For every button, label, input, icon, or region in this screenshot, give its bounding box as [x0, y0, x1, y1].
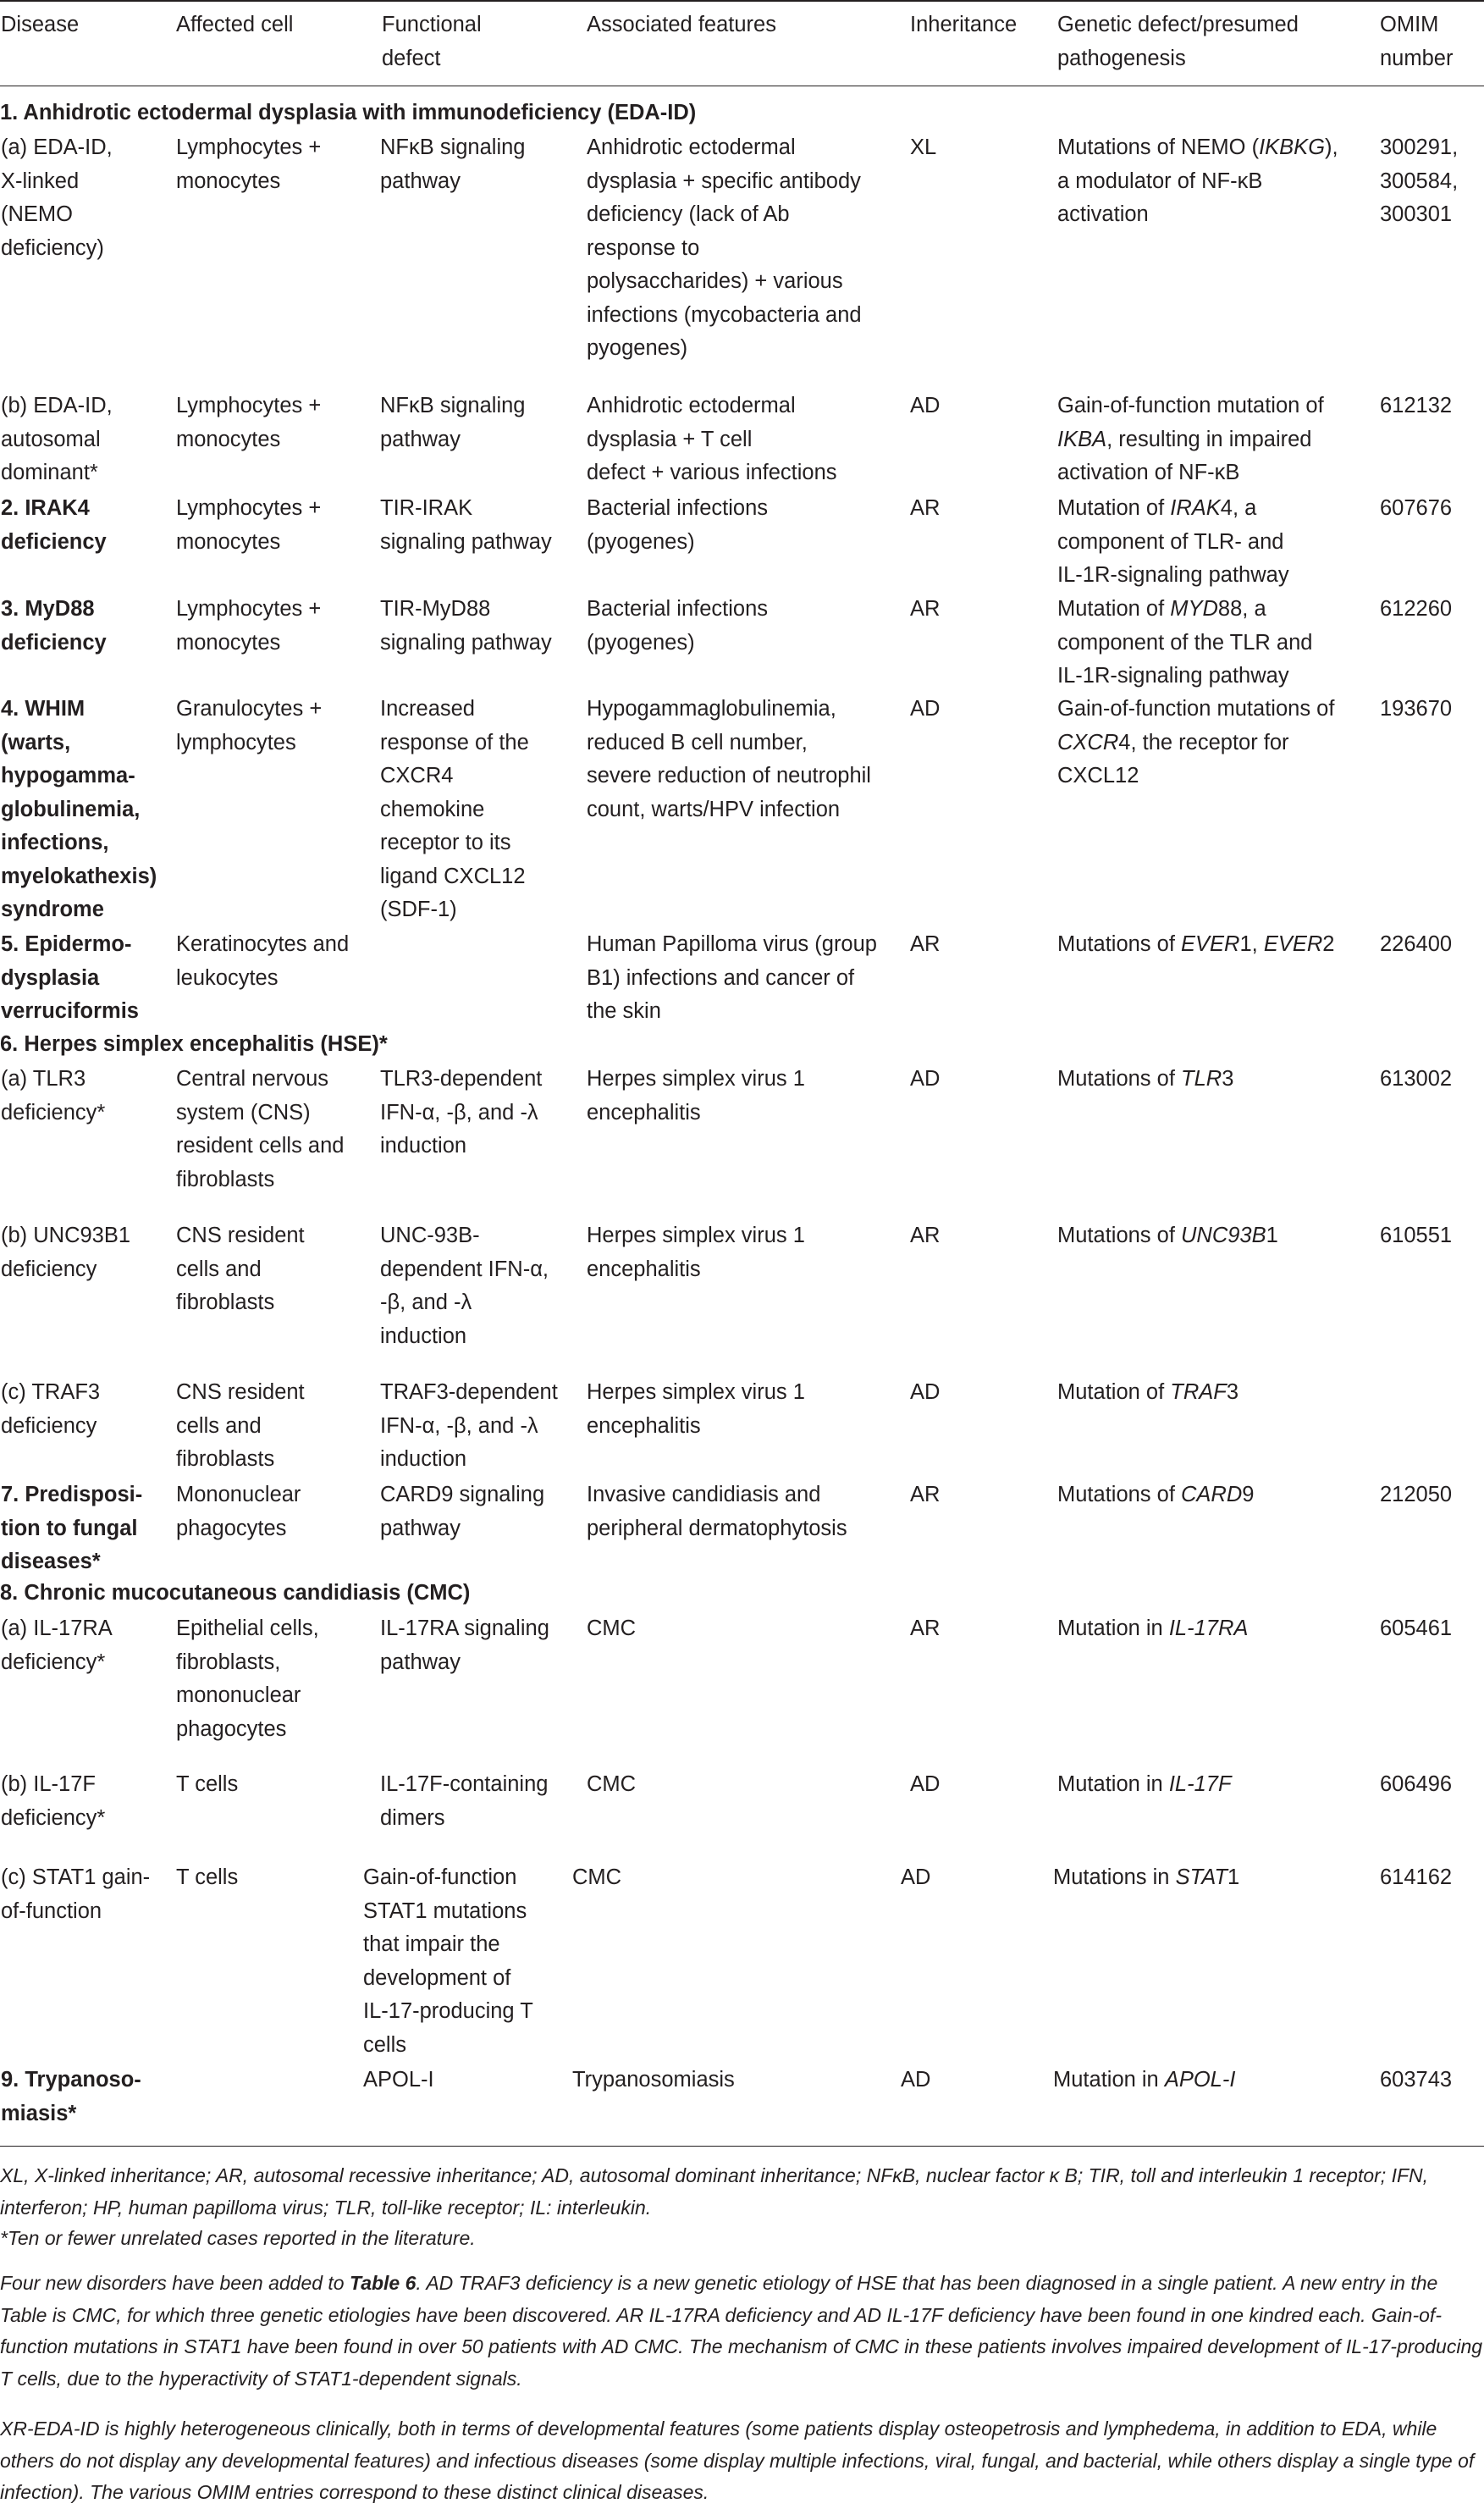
- cell-func: Increased response of the CXCR4 chemokine receptor to its ligand CXCL12 (SDF-1): [380, 697, 529, 921]
- cell-func: CARD9 signaling pathway: [380, 1483, 545, 1540]
- cell-disease: (a) TLR3 deficiency*: [1, 1067, 106, 1125]
- cell-func: NFκB signaling pathway: [380, 394, 526, 451]
- cell-func: APOL-I: [363, 2068, 434, 2092]
- cell-omim: 193670: [1380, 697, 1453, 721]
- cell-features: Herpes simplex virus 1 encephalitis: [587, 1224, 805, 1281]
- cell-cell: Lymphocytes + monocytes: [176, 135, 322, 193]
- cell-genetic-defect: [1057, 492, 1379, 593]
- header-associated-features: Associated features: [587, 13, 776, 36]
- cell-genetic-defect: [1057, 1063, 1379, 1097]
- cell-inh: AR: [910, 1616, 941, 1640]
- gene-symbol: IRAK: [1170, 496, 1221, 520]
- cell-func: TLR3-dependent IFN-α, -β, and -λ induction: [380, 1067, 543, 1158]
- genetic-text: Mutation of: [1057, 1380, 1171, 1404]
- footnote-paragraph-1: [0, 2268, 1484, 2395]
- genetic-text: 1,: [1239, 932, 1264, 956]
- cell-omim: 612132: [1380, 394, 1453, 417]
- gene-symbol: IKBA: [1057, 427, 1107, 451]
- cell-features: CMC: [572, 1865, 622, 1889]
- cell-genetic-defect: [1057, 131, 1379, 232]
- cell-cell: Lymphocytes + monocytes: [176, 496, 322, 554]
- cell-genetic-defect: [1057, 1612, 1379, 1646]
- cell-features: Trypanosomiasis: [572, 2068, 735, 2092]
- genetic-text: Gain-of-function mutation of: [1057, 394, 1324, 417]
- genetic-text: Mutation in: [1057, 1772, 1169, 1796]
- cell-disease: (a) IL-17RA deficiency*: [1, 1616, 113, 1674]
- gene-symbol: APOL-I: [1164, 2068, 1236, 2092]
- header-affected-cell: Affected cell: [176, 13, 294, 36]
- gene-symbol: TRAF: [1170, 1380, 1227, 1404]
- genetic-text: 9: [1242, 1483, 1255, 1506]
- genetic-text: Mutations of: [1057, 932, 1181, 956]
- genetic-text: 4, the receptor for CXCL12: [1057, 730, 1289, 788]
- genetic-text: 2: [1322, 932, 1335, 956]
- cell-cell: Keratinocytes and leukocytes: [176, 932, 350, 990]
- genetic-text: 88, a component of the TLR and IL-1R-signaling pathway: [1057, 597, 1313, 688]
- header-omim: OMIM number: [1380, 13, 1454, 70]
- cell-features: Human Papilloma virus (group B1) infections and cancer of the skin: [587, 932, 877, 1023]
- cell-inh: AD: [910, 697, 941, 721]
- cell-inh: AD: [910, 1380, 941, 1404]
- header-functional-defect: Functional defect: [382, 13, 482, 70]
- footnote-abbreviations: XL, X-linked inheritance; AR, autosomal recessive inheritance; AD, autosomal dominant inheritance; NFκB, nuclear factor κ B; TIR, toll and interleukin 1 receptor; IFN, interferon; HP, human papilloma virus; TLR, toll-like receptor; IL: interleukin.: [0, 2164, 1429, 2219]
- cell-disease: 9. Trypanoso- miasis*: [1, 2068, 141, 2125]
- genetic-text: , resulting in impaired activation of NF-κB: [1057, 427, 1312, 484]
- gene-symbol: IL-17RA: [1168, 1616, 1249, 1640]
- cell-disease: (a) EDA-ID, X-linked (NEMO deficiency): [1, 135, 113, 260]
- cell-genetic-defect: [1053, 2064, 1375, 2097]
- genetic-text: Mutation of: [1057, 496, 1171, 520]
- cell-omim: 612260: [1380, 597, 1453, 621]
- cell-cell: Mononuclear phagocytes: [176, 1483, 301, 1540]
- cell-genetic-defect: [1057, 928, 1379, 962]
- footnote-paragraph-2: XR-EDA-ID is highly heterogeneous clinically, both in terms of developmental features (some patients display osteopetrosis and lymphedema, in addition to EDA, while others do not display any developmental features) and infectious diseases (some display multiple infections, viral, fungal, and bacterial, while others display a single type of infection). The various OMIM entries correspond to these distinct clinical diseases.: [0, 2418, 1475, 2503]
- cell-cell: CNS resident cells and fibroblasts: [176, 1380, 305, 1471]
- cell-features: Bacterial infections (pyogenes): [587, 496, 769, 554]
- gene-symbol: CXCR: [1057, 730, 1119, 754]
- genetic-text: Mutations of NEMO (: [1057, 135, 1260, 159]
- cell-omim: 603743: [1380, 2068, 1453, 2092]
- cell-inh: AR: [910, 496, 941, 520]
- cell-disease: (b) UNC93B1 deficiency: [1, 1224, 131, 1281]
- cell-disease: (b) EDA-ID, autosomal dominant*: [1, 394, 113, 484]
- gene-symbol: EVER: [1263, 932, 1323, 956]
- gene-symbol: UNC93B: [1181, 1224, 1266, 1247]
- header-genetic-defect: Genetic defect/presumed pathogenesis: [1057, 13, 1299, 70]
- genetic-text: Mutations of: [1057, 1483, 1181, 1506]
- header-inheritance: Inheritance: [910, 13, 1018, 36]
- header-disease: Disease: [1, 13, 80, 36]
- gene-symbol: IKBKG: [1259, 135, 1326, 159]
- genetic-text: Mutation in: [1053, 2068, 1165, 2092]
- table-bottom-rule: [0, 2146, 1484, 2147]
- cell-omim: 300291, 300584, 300301: [1380, 135, 1459, 226]
- gene-symbol: EVER: [1181, 932, 1240, 956]
- cell-func: Gain-of-function STAT1 mutations that impair the development of IL-17-producing T cells: [363, 1865, 533, 2057]
- cell-func: UNC-93B- dependent IFN-α, -β, and -λ induction: [380, 1224, 549, 1348]
- gene-symbol: CARD: [1181, 1483, 1243, 1506]
- cell-genetic-defect: [1057, 390, 1379, 490]
- cell-cell: Granulocytes + lymphocytes: [176, 697, 323, 754]
- cell-disease: (c) TRAF3 deficiency: [1, 1380, 101, 1438]
- cell-func: IL-17RA signaling pathway: [380, 1616, 549, 1674]
- cell-inh: AR: [910, 932, 941, 956]
- gene-symbol: MYD: [1170, 597, 1218, 621]
- cell-omim: 212050: [1380, 1483, 1453, 1506]
- genetic-text: 3: [1226, 1380, 1239, 1404]
- cell-omim: 614162: [1380, 1865, 1453, 1889]
- cell-inh: AR: [910, 1224, 941, 1247]
- cell-inh: XL: [910, 135, 937, 159]
- cell-disease: (b) IL-17F deficiency*: [1, 1772, 106, 1830]
- gene-symbol: IL-17F: [1168, 1772, 1232, 1796]
- gene-symbol: STAT: [1175, 1865, 1227, 1889]
- genetic-text: 1: [1227, 1865, 1240, 1889]
- table-top-rule: [0, 0, 1484, 2]
- section-heading-hse: 6. Herpes simplex encephalitis (HSE)*: [0, 1032, 388, 1056]
- genetic-text: Mutation of: [1057, 597, 1171, 621]
- cell-cell: T cells: [176, 1865, 239, 1889]
- cell-disease: 2. IRAK4 deficiency: [1, 496, 107, 554]
- section-heading-eda-id: 1. Anhidrotic ectodermal dysplasia with immunodeficiency (EDA-ID): [0, 101, 697, 124]
- cell-inh: AD: [910, 1772, 941, 1796]
- cell-genetic-defect: [1057, 1768, 1379, 1802]
- cell-features: Anhidrotic ectodermal dysplasia + T cell defect + various infections: [587, 394, 837, 484]
- cell-cell: Lymphocytes + monocytes: [176, 394, 322, 451]
- cell-disease: 3. MyD88 deficiency: [1, 597, 107, 655]
- cell-omim: 606496: [1380, 1772, 1453, 1796]
- cell-cell: Central nervous system (CNS) resident cells and fibroblasts: [176, 1067, 345, 1191]
- cell-inh: AD: [901, 1865, 931, 1889]
- genetic-text: Mutations in: [1053, 1865, 1176, 1889]
- cell-disease: 7. Predisposi- tion to fungal diseases*: [1, 1483, 143, 1573]
- cell-inh: AD: [910, 1067, 941, 1091]
- genetic-text: 3: [1222, 1067, 1234, 1091]
- cell-genetic-defect: [1057, 1376, 1379, 1410]
- cell-inh: AR: [910, 597, 941, 621]
- cell-features: Hypogammaglobulinemia, reduced B cell number, severe reduction of neutrophil count, warts/HPV infection: [587, 697, 871, 821]
- genetic-text: Mutations of: [1057, 1067, 1181, 1091]
- cell-func: TRAF3-dependent IFN-α, -β, and -λ induction: [380, 1380, 558, 1471]
- cell-func: IL-17F-containing dimers: [380, 1772, 549, 1830]
- cell-inh: AD: [901, 2068, 931, 2092]
- cell-disease: 4. WHIM (warts, hypogamma- globulinemia, infections, myelokathexis) syndrome: [1, 697, 157, 921]
- genetic-text: Mutations of: [1057, 1224, 1181, 1247]
- cell-features: Invasive candidiasis and peripheral dermatophytosis: [587, 1483, 847, 1540]
- cell-omim: 610551: [1380, 1224, 1453, 1247]
- cell-func: TIR-MyD88 signaling pathway: [380, 597, 552, 655]
- cell-inh: AR: [910, 1483, 941, 1506]
- genetic-text: ), a modulator of NF-κB activation: [1057, 135, 1338, 226]
- cell-omim: 607676: [1380, 496, 1453, 520]
- cell-cell: T cells: [176, 1772, 239, 1796]
- cell-cell: Lymphocytes + monocytes: [176, 597, 322, 655]
- cell-disease: (c) STAT1 gain- of-function: [1, 1865, 151, 1923]
- genetic-text: Mutation in: [1057, 1616, 1169, 1640]
- cell-features: Herpes simplex virus 1 encephalitis: [587, 1067, 805, 1125]
- section-heading-cmc: 8. Chronic mucocutaneous candidiasis (CMC): [0, 1581, 471, 1605]
- genetic-text: 4, a component of TLR- and IL-1R-signaling pathway: [1057, 496, 1289, 587]
- cell-features: Anhidrotic ectodermal dysplasia + specific antibody deficiency (lack of Ab response to polysaccharides) + various infections (mycobacteria and pyogenes): [587, 135, 862, 360]
- genetic-text: Gain-of-function mutations of: [1057, 697, 1335, 721]
- table-reference: Table 6: [350, 2272, 417, 2294]
- gene-symbol: TLR: [1181, 1067, 1222, 1091]
- cell-genetic-defect: [1057, 593, 1379, 694]
- cell-features: Herpes simplex virus 1 encephalitis: [587, 1380, 805, 1438]
- para1-pre: Four new disorders have been added to: [0, 2272, 350, 2294]
- cell-omim: 613002: [1380, 1067, 1453, 1091]
- cell-features: CMC: [587, 1616, 637, 1640]
- cell-disease: 5. Epidermo- dysplasia verruciformis: [1, 932, 139, 1023]
- genetic-text: 1: [1266, 1224, 1278, 1247]
- cell-cell: Epithelial cells, fibroblasts, mononuclear phagocytes: [176, 1616, 319, 1741]
- cell-genetic-defect: [1057, 693, 1379, 793]
- cell-features: CMC: [587, 1772, 637, 1796]
- cell-features: Bacterial infections (pyogenes): [587, 597, 769, 655]
- footnote-asterisk: *Ten or fewer unrelated cases reported in the literature.: [0, 2227, 476, 2249]
- cell-genetic-defect: [1057, 1219, 1379, 1253]
- cell-func: TIR-IRAK signaling pathway: [380, 496, 552, 554]
- cell-genetic-defect: [1057, 1478, 1379, 1512]
- cell-omim: 605461: [1380, 1616, 1453, 1640]
- cell-genetic-defect: [1053, 1861, 1375, 1895]
- cell-inh: AD: [910, 394, 941, 417]
- para1-post: . AD TRAF3 deficiency is a new genetic etiology of HSE that has been diagnosed in a single patient. A new entry in the Table is CMC, for which three genetic etiologies have been discovered. AR IL-17RA deficiency and AD IL-17F deficiency have been found in one kindred each. Gain-of-function mutations in STAT1 have been found in over 50 patients with AD CMC. The mechanism of CMC in these patients involves impaired development of IL-17-producing T cells, due to the hyperactivity of STAT1-dependent signals.: [0, 2272, 1483, 2390]
- cell-func: NFκB signaling pathway: [380, 135, 526, 193]
- cell-omim: 226400: [1380, 932, 1453, 956]
- cell-cell: CNS resident cells and fibroblasts: [176, 1224, 305, 1314]
